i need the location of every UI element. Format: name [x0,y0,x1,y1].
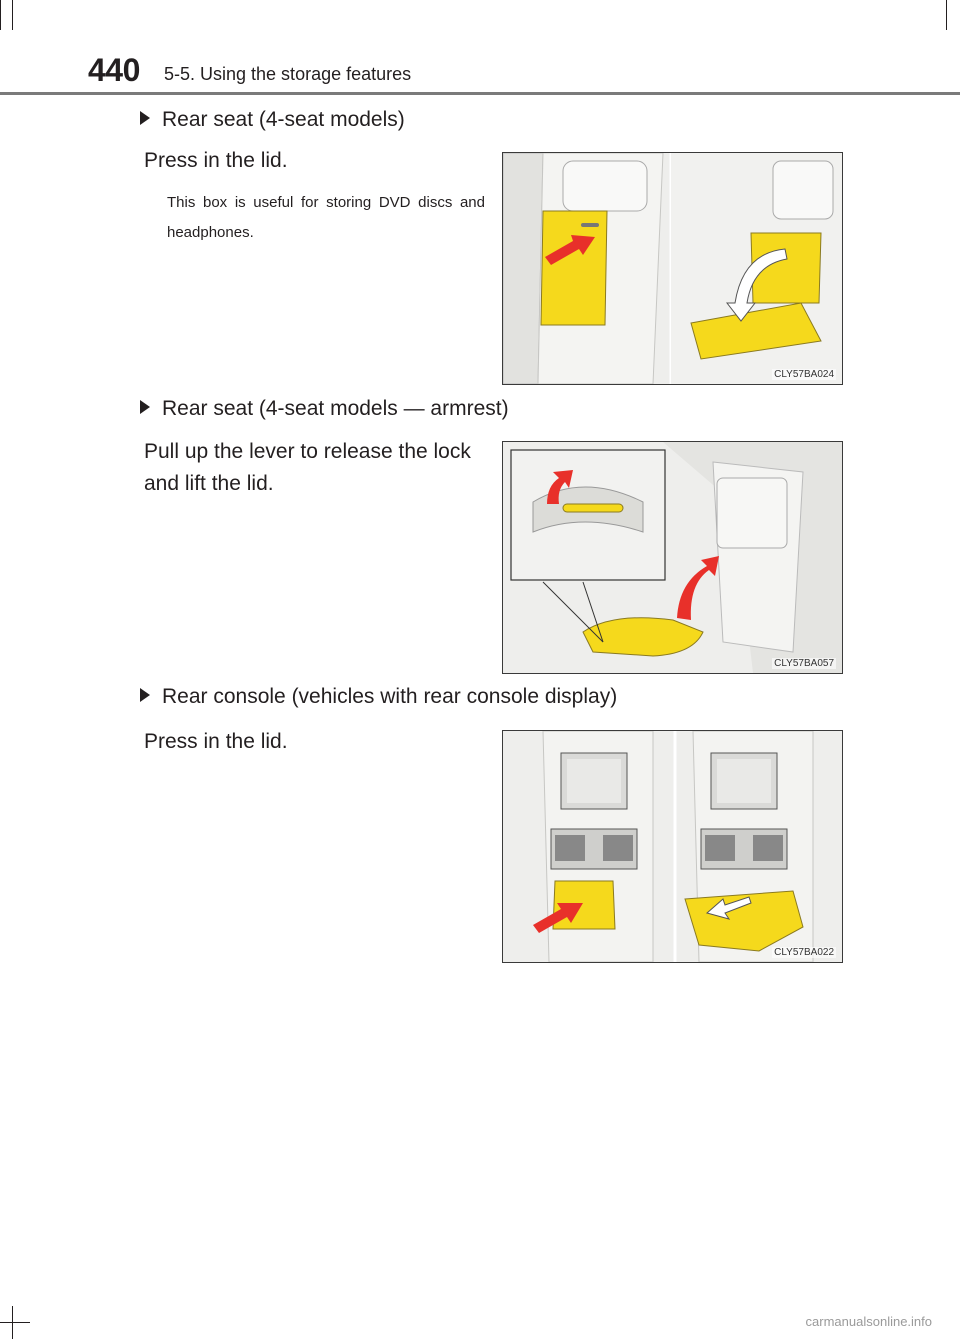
header-rule [0,92,960,95]
triangle-bullet-icon [140,688,150,702]
instruction-text: Press in the lid. [144,149,288,172]
section-heading-rear-console [140,685,617,709]
section-heading-text: Rear seat (4-seat models) [162,108,405,131]
chapter-title: 5-5. Using the storage features [164,64,412,84]
footer-watermark: carmanualsonline.info [805,1314,932,1329]
figure-code: CLY57BA022 [774,947,834,958]
instruction-text: Press in the lid. [144,730,288,753]
crop-mark-bottom-left-h [0,1322,30,1323]
section-heading-armrest [140,397,509,421]
figure-code: CLY57BA024 [774,369,834,380]
figure-rear-seat-box [502,152,843,385]
instruction-text: Pull up the lever to release the lock and lift the lid. [144,440,471,495]
triangle-bullet-icon [140,400,150,414]
note-text: This box is useful for storing DVD discs and headphones. [167,194,485,241]
figure-armrest [502,441,843,674]
figure-rear-console [502,730,843,963]
page-header [0,0,960,96]
section-heading-text: Rear console (vehicles with rear console display) [162,685,618,708]
triangle-bullet-icon [140,111,150,125]
section-heading-rear-seat [140,108,405,132]
figure-code: CLY57BA057 [774,658,834,669]
section-heading-text: Rear seat (4-seat models — armrest) [162,397,509,420]
page-number: 440 [88,52,140,88]
